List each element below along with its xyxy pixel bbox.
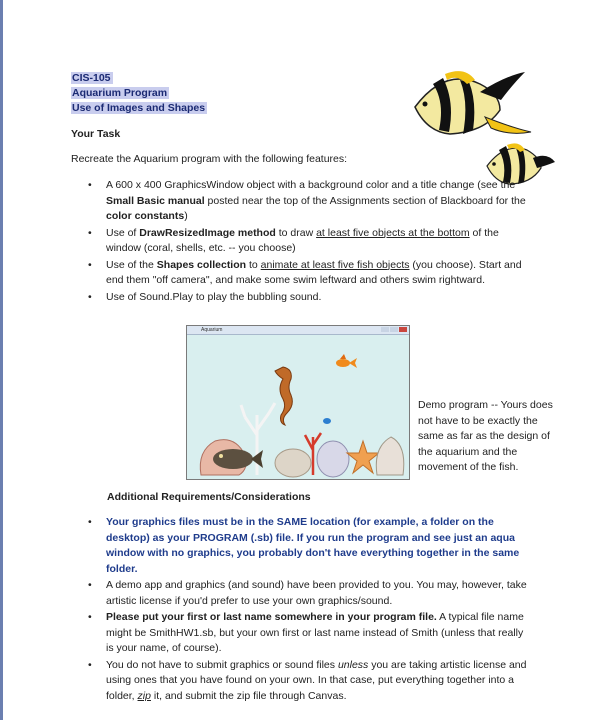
requirement-italic: unless — [337, 658, 369, 671]
topic-title: Use of Images and Shapes — [72, 102, 206, 114]
requirement-text: you are taking artistic license and using ones that you have found on your own. In that case, put everything together into a folder, — [106, 658, 527, 702]
your-task-heading: Your Task — [71, 128, 121, 140]
feature-underline: animate at least five fish objects — [260, 258, 410, 271]
feature-bold: DrawResizedImage method — [139, 226, 276, 239]
angelfish-icon — [405, 62, 555, 192]
bullet: • — [88, 611, 92, 623]
bullet: • — [88, 226, 92, 239]
feature-text: Use of the — [106, 258, 157, 271]
page-left-border — [0, 0, 3, 720]
bullet: • — [88, 658, 92, 671]
bullet: • — [88, 516, 92, 528]
feature-list — [88, 178, 528, 306]
requirements-list — [88, 515, 528, 705]
feature-text: Use of — [106, 226, 140, 239]
feature-bold: Shapes collection — [156, 258, 247, 271]
feature-text: A 600 x 400 GraphicsWindow object with a background color and a title change (see the — [106, 179, 516, 191]
demo-screenshot — [186, 325, 410, 480]
bullet: • — [88, 290, 92, 303]
list-item — [88, 258, 528, 289]
feature-text: Use of Sound.Play to play the bubbling sound. — [106, 290, 322, 303]
aquarium-scene — [187, 335, 409, 479]
bullet: • — [88, 258, 92, 271]
bullet: • — [88, 579, 92, 591]
list-item — [88, 658, 528, 705]
feature-text: to — [246, 258, 261, 271]
requirement-text: A typical file name might be SmithHW1.sb, but your own first or last name instead of Smith (unless that really is your name, of course). — [106, 611, 524, 654]
feature-bold: Small Basic manual — [106, 194, 205, 207]
additional-requirements-heading: Additional Requirements/Considerations — [107, 491, 311, 503]
requirement-text: A demo app and graphics (and sound) have been provided to you. You may, however, take artistic license if you'd prefer to use your own graphics/sound. — [106, 579, 527, 607]
seahorse-icon — [275, 367, 292, 425]
demo-window-title: Aquarium — [201, 327, 223, 333]
requirement-text: You do not have to submit graphics or sound files — [106, 658, 338, 671]
demo-caption: Demo program -- Yours does not have to be exactly the same as far as the design of the aquarium and the movement of the fish. — [418, 399, 553, 473]
program-title: Aquarium Program — [72, 87, 168, 99]
feature-text: (you choose). Start and end them "off camera", and make some swim leftward and others swim rightward. — [106, 258, 522, 286]
feature-text: of the window (coral, shells, etc. -- you choose) — [106, 226, 499, 254]
urchin-icon — [317, 441, 349, 477]
requirement-bold: Please put your first or last name somewhere in your program file. — [106, 611, 437, 623]
list-item — [88, 290, 528, 306]
feature-text: to draw — [275, 226, 317, 239]
bullet: • — [88, 179, 92, 191]
intro-text: Recreate the Aquarium program with the following features: — [71, 153, 348, 165]
requirement-text: Your graphics files must be in the SAME location (for example, a folder on the desktop) as your PROGRAM (.sb) file. If you run the program and see just an aqua window with no graphics, you probably don't have everything together in the same folder. — [106, 516, 520, 575]
feature-bold: color constants — [106, 210, 185, 222]
list-item — [88, 515, 528, 577]
list-item — [88, 610, 528, 657]
feature-underline: at least five objects at the bottom — [316, 226, 470, 239]
requirement-text: it, and submit the zip file through Canvas. — [150, 689, 347, 702]
list-item — [88, 178, 528, 225]
window-controls — [380, 327, 407, 335]
feature-text: ) — [184, 210, 188, 222]
list-item — [88, 226, 528, 257]
feature-text: posted near the top of the Assignments section of Blackboard for the — [204, 194, 526, 207]
goldfish-icon — [336, 354, 357, 368]
course-code: CIS-105 — [72, 72, 111, 84]
requirement-italic-underline: zip — [137, 689, 151, 702]
starfish-icon — [347, 441, 379, 473]
list-item — [88, 578, 528, 609]
demo-title-bar — [187, 326, 409, 335]
